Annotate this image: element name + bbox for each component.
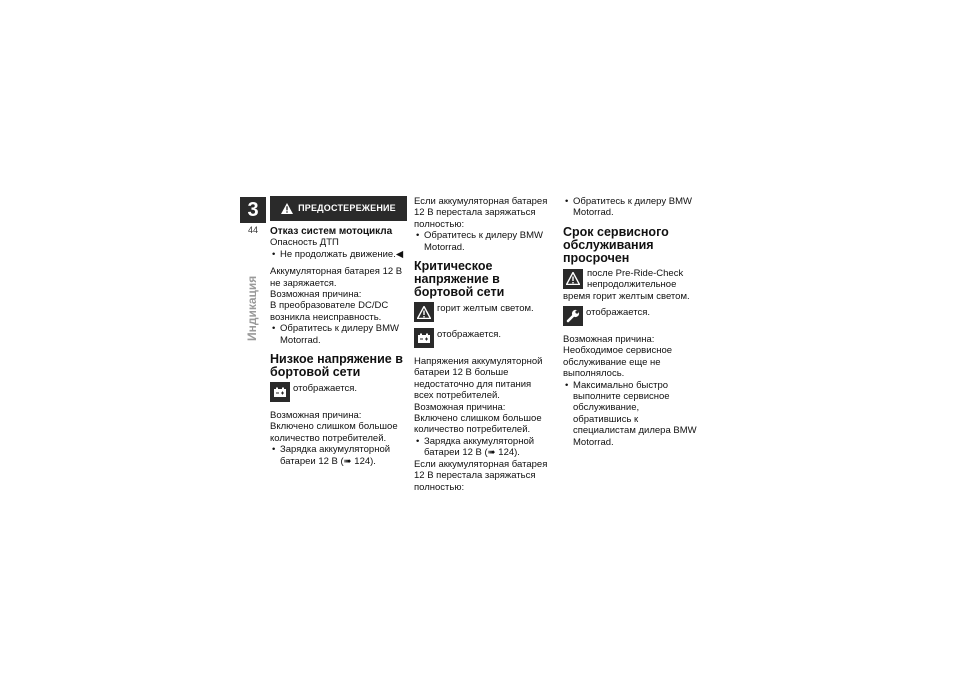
chapter-marker xyxy=(240,197,266,235)
warning-line: Опасность ДТП xyxy=(270,237,339,249)
bullet-item: • Зарядка аккумуляторной батареи 12 В (➠ 124). xyxy=(414,436,551,459)
indicator-text: после Pre-Ride-Check непродолжительное время горит желтым светом. xyxy=(563,267,690,302)
warning-triangle-icon xyxy=(563,269,583,289)
page-number: 44 xyxy=(247,225,258,235)
section-title-text: Индикация xyxy=(245,275,259,341)
paragraph: Включено слишком большое количество потребителей. xyxy=(270,421,398,444)
bullet-item: • Зарядка аккумуляторной батареи 12 В (➠ 124). xyxy=(270,444,407,467)
column-3 xyxy=(563,196,700,448)
paragraph: Аккумуляторная батарея 12 В не заряжается. xyxy=(270,266,403,289)
bullet-item: • Обратитесь к дилеру BMW Motorrad. xyxy=(270,323,407,346)
battery-icon xyxy=(270,382,290,402)
warning-triangle-icon xyxy=(414,302,434,322)
indicator-text: горит желтым светом. xyxy=(437,303,534,315)
warning-subtitle: Отказ систем мотоцикла xyxy=(270,226,393,237)
section-heading: Критическое напряжение в бортовой сети xyxy=(414,259,505,300)
indicator-row xyxy=(270,382,407,402)
section-heading: Срок сервисного обслуживания просрочен xyxy=(563,224,669,265)
indicator-text: отображается. xyxy=(293,383,357,395)
warning-bullet: • Не продолжать движение.◀ xyxy=(270,249,407,260)
paragraph: Возможная причина: xyxy=(414,401,506,413)
indicator-row xyxy=(414,302,551,322)
indicator-row xyxy=(414,328,551,348)
paragraph: Возможная причина: xyxy=(563,334,655,346)
paragraph: Возможная причина: xyxy=(270,410,362,422)
paragraph: Необходимое сервисное обслуживание еще не выполнялось. xyxy=(563,345,673,380)
paragraph: Если аккумуляторная батарея 12 В перестала заряжаться полностью: xyxy=(414,196,548,230)
warning-banner xyxy=(270,196,407,221)
section-title xyxy=(240,241,266,341)
indicator-text: отображается. xyxy=(586,307,650,319)
warning-triangle-icon xyxy=(281,203,293,214)
indicator-row xyxy=(563,268,700,302)
battery-icon xyxy=(414,328,434,348)
paragraph: Напряжения аккумуляторной батареи 12 В больше недостаточно для питания всех потребителей. xyxy=(414,356,543,402)
bullet-item: • Обратитесь к дилеру BMW Motorrad. xyxy=(414,230,551,253)
indicator-row xyxy=(563,306,700,326)
column-1 xyxy=(270,196,407,467)
warning-title: ПРЕДОСТЕРЕЖЕНИЕ xyxy=(298,202,396,213)
bullet-item: • Обратитесь к дилеру BMW Motorrad. xyxy=(563,196,700,219)
chapter-number: 3 xyxy=(240,197,266,223)
wrench-icon xyxy=(563,306,583,326)
paragraph: Возможная причина: xyxy=(270,289,362,301)
section-heading: Низкое напряжение в бортовой сети xyxy=(270,352,403,380)
column-2 xyxy=(414,196,551,493)
paragraph: В преобразователе DC/DC возникла неисправность. xyxy=(270,300,389,323)
bullet-item: • Максимально быстро выполните сервисное обслуживание, обратившись к специалистам дилера BMW Motorrad. xyxy=(563,380,700,448)
paragraph: Если аккумуляторная батарея 12 В перестала заряжаться полностью: xyxy=(414,458,548,493)
indicator-text: отображается. xyxy=(437,329,501,341)
paragraph: Включено слишком большое количество потребителей. xyxy=(414,413,542,436)
